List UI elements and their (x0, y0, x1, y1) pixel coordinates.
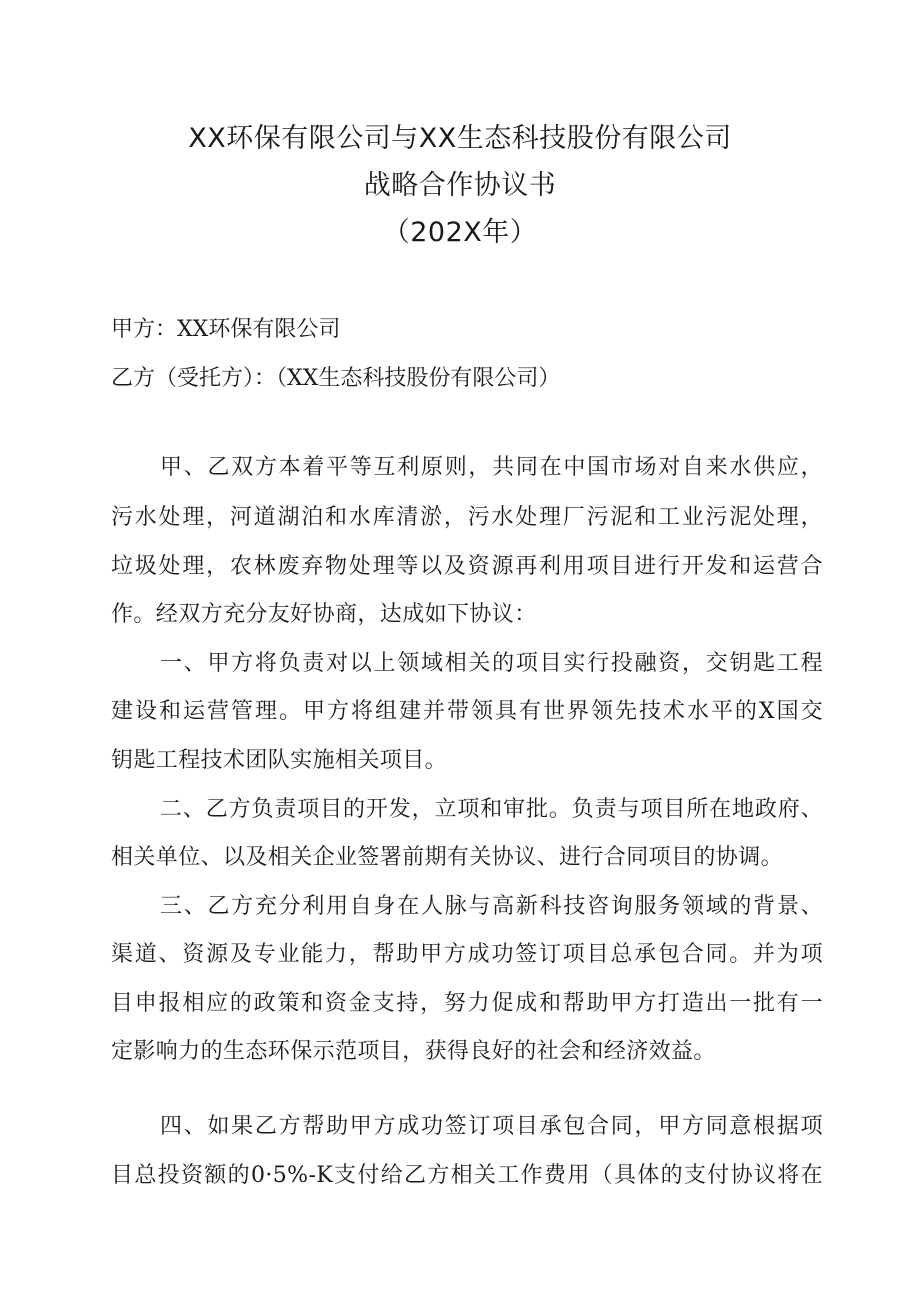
intro-line: 垃圾处理，农林废弃物处理等以及资源再利用项目进行开发和运营合 (111, 554, 823, 579)
clause-3-line: 目申报相应的政策和资金支持，努力促成和帮助甲方打造出一批有一 (111, 991, 823, 1016)
intro-line: 甲、乙双方本着平等互利原则，共同在中国市场对自来水供应， (160, 455, 823, 480)
intro-line: 作。经双方充分友好协商，达成如下协议： (111, 602, 537, 627)
clause-3-line: 渠道、资源及专业能力，帮助甲方成功签订项目总承包合同。并为项 (111, 942, 823, 967)
document-title-line-2: 战略合作协议书 (363, 170, 557, 201)
intro-line: 污水处理，河道湖泊和水库清淤，污水处理厂污泥和工业污泥处理， (111, 505, 823, 530)
party-a: 甲方：XX环保有限公司 (111, 317, 341, 342)
document-title-year: （202X年） (382, 217, 538, 248)
document-title-line-1: XX环保有限公司与XX生态科技股份有限公司 (188, 123, 732, 154)
clause-1-line: 一、甲方将负责对以上领域相关的项目实行投融资，交钥匙工程 (160, 651, 823, 676)
clause-2-line: 相关单位、以及相关企业签署前期有关协议、进行合同项目的协调。 (111, 845, 784, 870)
clause-3-line: 三、乙方充分利用自身在人脉与高新科技咨询服务领域的背景、 (160, 894, 823, 919)
clause-1-line: 建设和运营管理。甲方将组建并带领具有世界领先技术水平的X国交 (111, 699, 823, 724)
clause-2-line: 二、乙方负责项目的开发，立项和审批。负责与项目所在地政府、 (160, 797, 823, 822)
clause-4-line: 目总投资额的0·5%-K支付给乙方相关工作费用（具体的支付协议将在 (111, 1163, 823, 1188)
party-b: 乙方（受托方）：（XX生态科技股份有限公司） (111, 366, 561, 391)
clause-4-line: 四、如果乙方帮助甲方成功签订项目承包合同，甲方同意根据项 (160, 1114, 823, 1139)
clause-1-line: 钥匙工程技术团队实施相关项目。 (111, 748, 448, 773)
clause-3-line: 定影响力的生态环保示范项目，获得良好的社会和经济效益。 (111, 1039, 716, 1064)
